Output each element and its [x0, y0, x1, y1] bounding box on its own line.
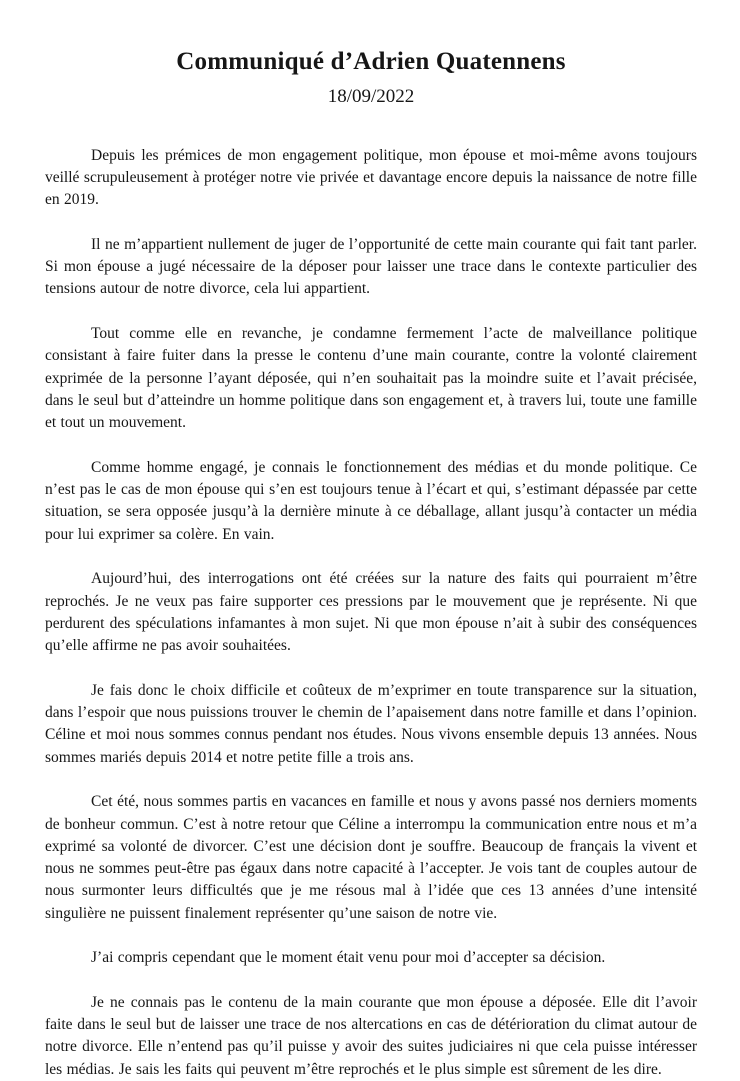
paragraph: Je fais donc le choix difficile et coûteux de m’exprimer en toute transparence sur la situation, dans l’espoir que nous puissions trouver le chemin de l’apaisement dans notre famille et dans l’opinion. Céline et moi nous sommes connus pendant nos études. Nous vivons ensemble depuis 13 années. Nous sommes mariés depuis 2014 et notre petite fille a trois ans.	[45, 681, 697, 766]
document-date: 18/09/2022	[327, 85, 415, 107]
paragraph: J’ai compris cependant que le moment était venu pour moi d’accepter sa décision.	[91, 949, 606, 967]
document-body	[45, 145, 697, 1081]
paragraph: Je ne connais pas le contenu de la main courante que mon épouse a déposée. Elle dit l’avoir faite dans le seul but de laisser une trace de nos altercations en cas de détérioration du climat autour de notre divorce. Elle n’entend pas qu’il puisse y avoir des suites judiciaires ni que cela puisse intéresser les médias. Je sais les faits qui peuvent m’être reprochés et le plus simple est sûrement de les dire.	[45, 993, 697, 1078]
paragraph: Depuis les prémices de mon engagement politique, mon épouse et moi-même avons toujours veillé scrupuleusement à protéger notre vie privée et davantage encore depuis la naissance de notre fille en 2019.	[45, 146, 697, 209]
document-title: Communiqué d’Adrien Quatennens	[176, 48, 566, 75]
paragraph: Comme homme engagé, je connais le fonctionnement des médias et du monde politique. Ce n’est pas le cas de mon épouse qui s’en est toujours tenue à l’écart et qui, s’estimant dépassée par cette situation, se sera opposée jusqu’à la dernière minute à ce déballage, allant jusqu’à contacter un média pour lui exprimer sa colère. En vain.	[45, 458, 697, 543]
paragraph: Tout comme elle en revanche, je condamne fermement l’acte de malveillance politique consistant à faire fuiter dans la presse le contenu d’une main courante, contre la volonté clairement exprimée de la personne l’ayant déposée, qui n’en souhaitait pas la moindre suite et l’avait précisée, dans le seul but d’atteindre un homme politique dans son engagement et, à travers lui, toute une famille et tout un mouvement.	[45, 324, 697, 432]
paragraph: Cet été, nous sommes partis en vacances en famille et nous y avons passé nos derniers moments de bonheur commun. C’est à notre retour que Céline a interrompu la communication entre nous et m’a exprimé sa volonté de divorcer. C’est une décision dont je souffre. Beaucoup de français la vivent et nous ne sommes peut-être pas égaux dans notre capacité à l’accepter. Je vois tant de couples autour de nous surmonter leurs difficultés que je me résous mal à l’idée que ces 13 années d’une intensité singulière ne puissent finalement représenter qu’une saison de notre vie.	[45, 793, 697, 922]
paragraph: Il ne m’appartient nullement de juger de l’opportunité de cette main courante qui fait tant parler. Si mon épouse a jugé nécessaire de la déposer pour laisser une trace dans le contexte particulier des tensions autour de notre divorce, cela lui appartient.	[45, 235, 697, 298]
paragraph: Aujourd’hui, des interrogations ont été créées sur la nature des faits qui pourraient m’être reprochés. Je ne veux pas faire supporter ces pressions par le mouvement que je représente. Ni que perdurent des spéculations infamantes à mon sujet. Ni que mon épouse n’ait à subir des conséquences qu’elle affirme ne pas avoir souhaitées.	[45, 570, 697, 655]
